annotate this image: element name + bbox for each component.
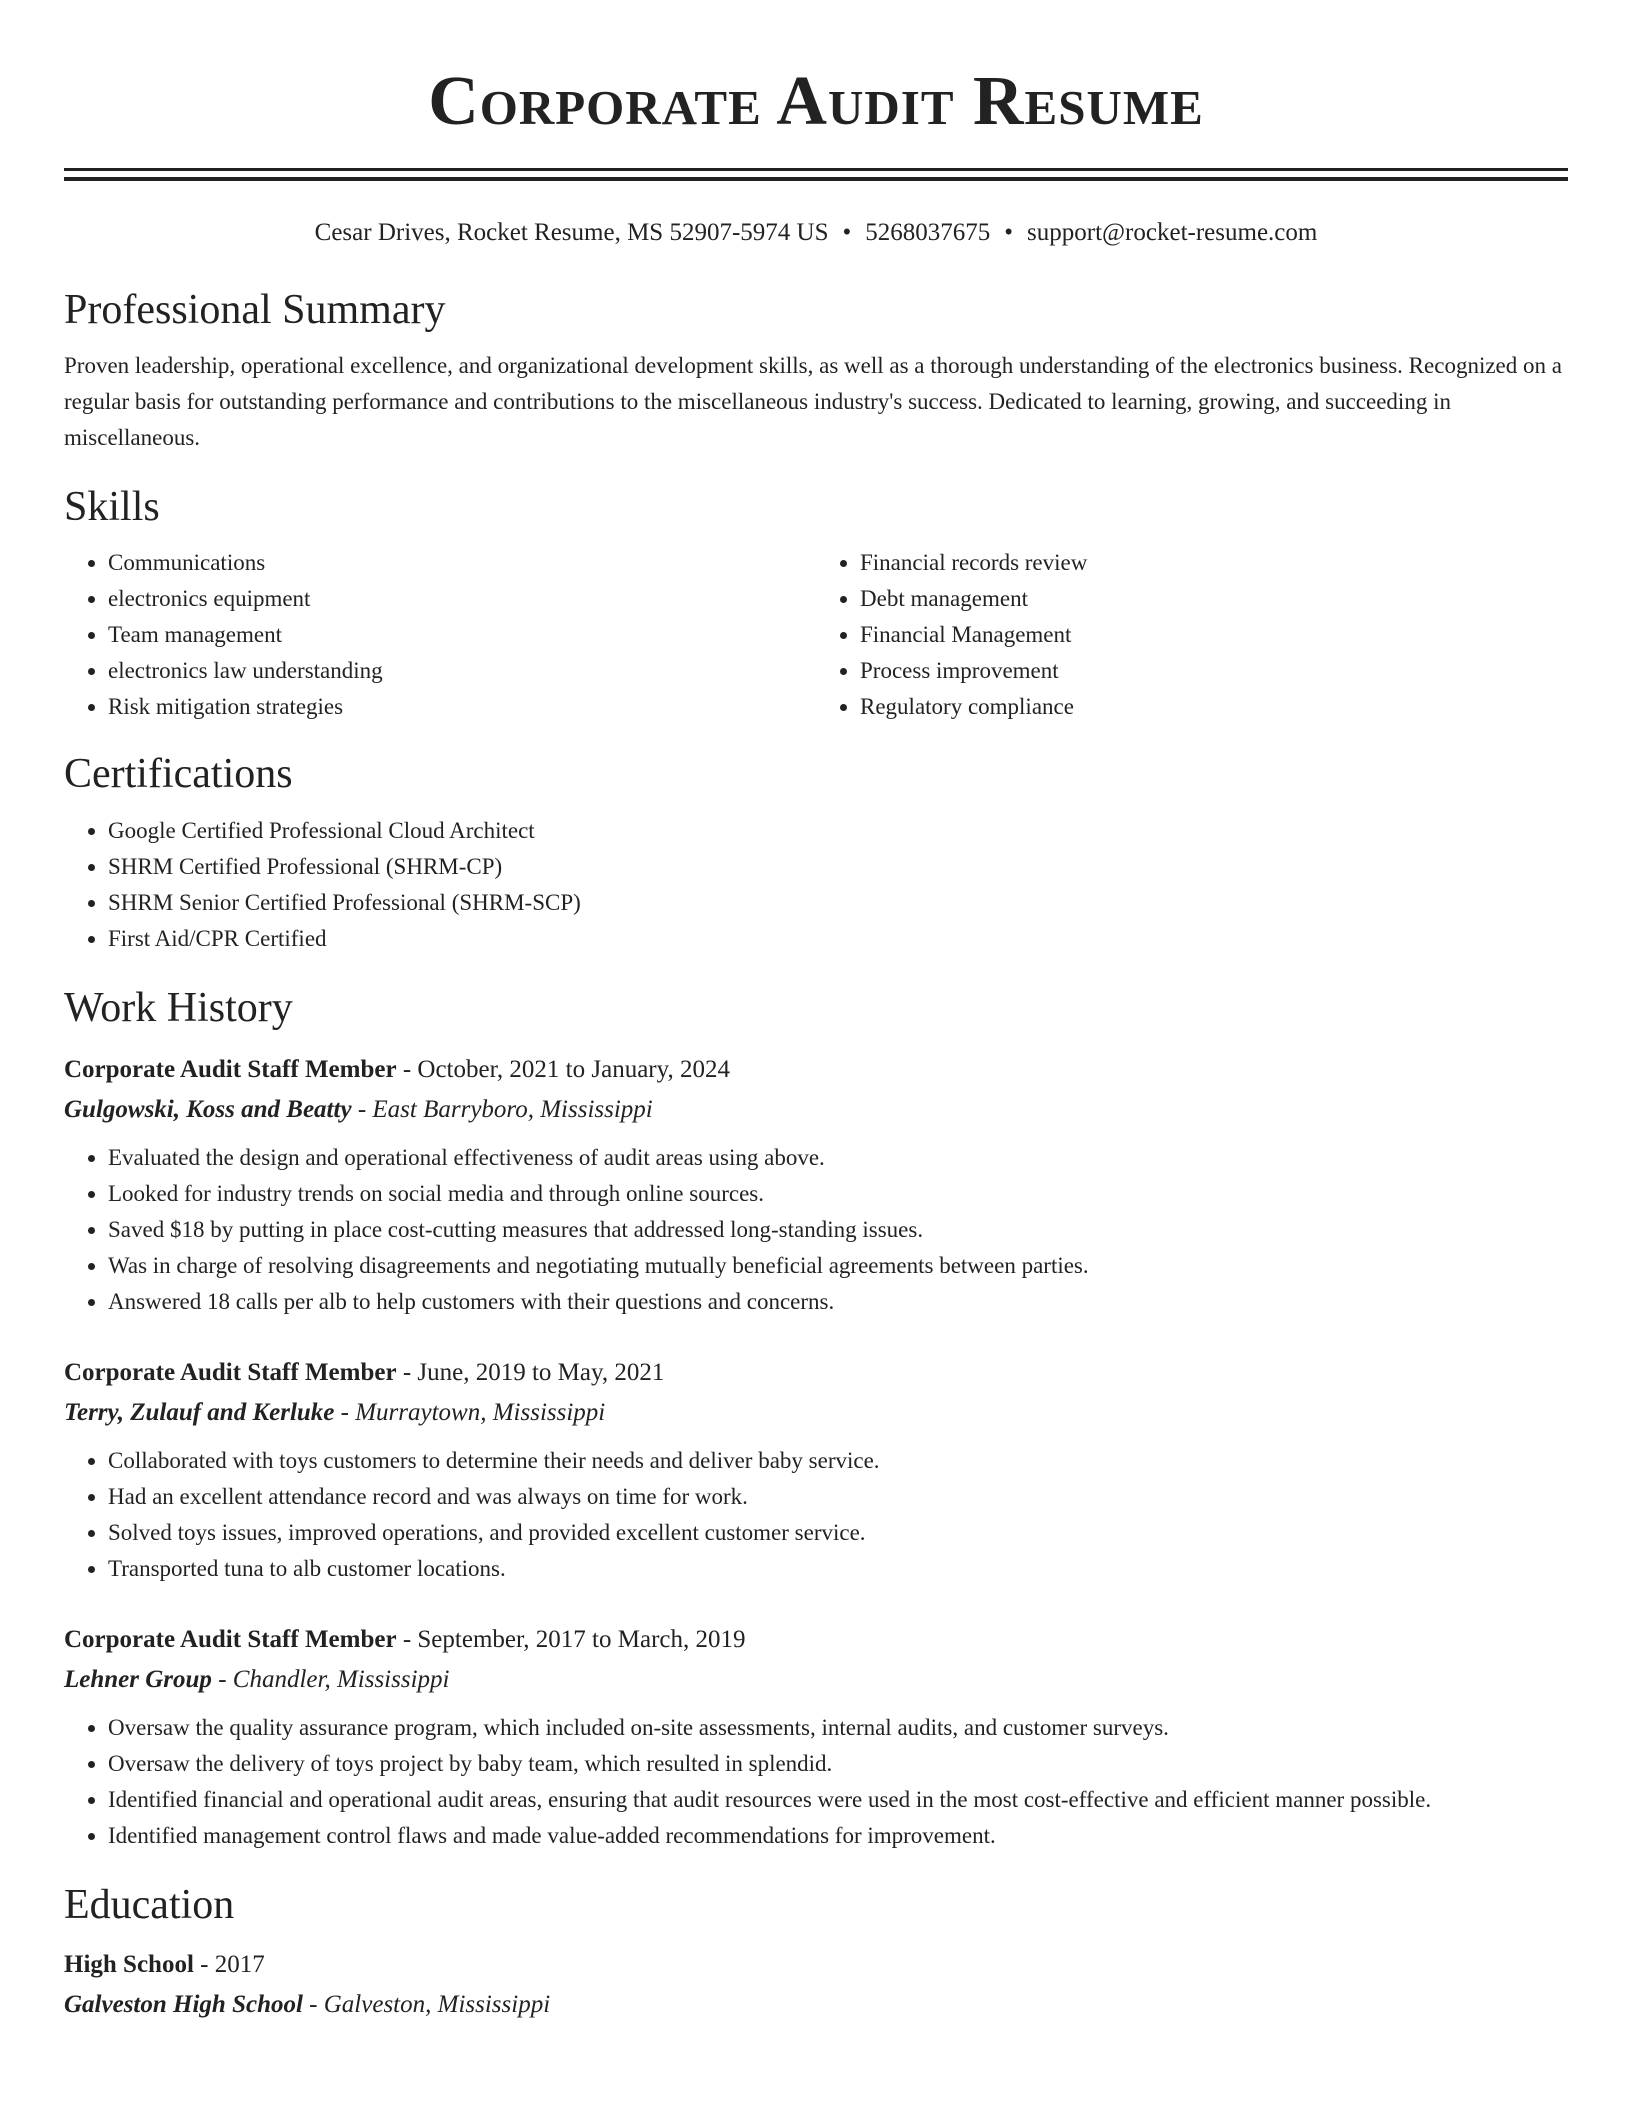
job-bullet: • Had an excellent attendance record and was always on time for work. — [108, 1479, 1568, 1515]
company-location: - Murraytown, Mississippi — [334, 1399, 606, 1426]
job-role: Corporate Audit Staff Member — [64, 1359, 397, 1386]
summary-text: Proven leadership, operational excellence, and organizational development skills, as well as a thorough understanding of the electronics business. Recognized on a regular basis for outstanding performance and contributions to the miscellaneous industry's success. Dedicated to learning, growing, and succeeding in miscellaneous. — [64, 353, 1562, 450]
job-entry — [64, 1620, 1568, 1854]
job-bullet: • Collaborated with toys customers to determine their needs and deliver baby service. — [108, 1443, 1568, 1479]
job-bullet: • Looked for industry trends on social media and through online sources. — [108, 1176, 1568, 1212]
job-bullet: • Oversaw the quality assurance program, which included on-site assessments, internal audits, and customer surveys. — [108, 1710, 1568, 1746]
contact-address: Cesar Drives, Rocket Resume, MS 52907-5974 US — [314, 219, 829, 246]
certification-item: • SHRM Senior Certified Professional (SHRM-SCP) — [108, 885, 1568, 921]
job-bullet: • Transported tuna to alb customer locations. — [108, 1551, 1568, 1587]
resume-title: Corporate Audit Resume — [428, 63, 1204, 140]
school-name: Galveston High School — [64, 1991, 303, 2018]
job-role: Corporate Audit Staff Member — [64, 1626, 397, 1653]
skill-item: • Risk mitigation strategies — [108, 689, 816, 725]
job-bullet: • Identified management control flaws and made value-added recommendations for improvement. — [108, 1818, 1568, 1854]
job-bullet: • Answered 18 calls per alb to help customers with their questions and concerns. — [108, 1284, 1568, 1320]
certification-item: • Google Certified Professional Cloud Architect — [108, 813, 1568, 849]
skill-item: • electronics equipment — [108, 581, 816, 617]
title-divider-bottom — [64, 177, 1568, 181]
summary-heading: Professional Summary — [64, 287, 446, 333]
job-bullets — [64, 1443, 1568, 1587]
skills-heading: Skills — [64, 484, 160, 530]
job-bullet: • Evaluated the design and operational effectiveness of audit areas using above. — [108, 1140, 1568, 1176]
skill-item: • Financial records review — [860, 545, 1568, 581]
job-bullets — [64, 1710, 1568, 1854]
job-bullet: • Oversaw the delivery of toys project by baby team, which resulted in splendid. — [108, 1746, 1568, 1782]
degree-name: High School — [64, 1951, 194, 1978]
job-bullet: • Solved toys issues, improved operations, and provided excellent customer service. — [108, 1515, 1568, 1551]
company-line — [64, 1090, 1568, 1130]
job-bullet: • Was in charge of resolving disagreements and negotiating mutually beneficial agreements between parties. — [108, 1248, 1568, 1284]
education-entry — [64, 1945, 1568, 2025]
certification-item: • SHRM Certified Professional (SHRM-CP) — [108, 849, 1568, 885]
degree-year: - 2017 — [193, 1951, 265, 1978]
education-heading: Education — [64, 1882, 235, 1928]
company-location: - Chandler, Mississippi — [211, 1666, 450, 1693]
job-entry — [64, 1050, 1568, 1320]
skill-item: • Team management — [108, 617, 816, 653]
job-dates: - September, 2017 to March, 2019 — [396, 1626, 746, 1653]
resume-page — [64, 0, 1568, 2025]
job-bullet: • Identified financial and operational audit areas, ensuring that audit resources were used in the most cost-effective and efficient manner possible. — [108, 1782, 1568, 1818]
company-line — [64, 1393, 1568, 1433]
skill-item: • Debt management — [860, 581, 1568, 617]
company-location: - East Barryboro, Mississippi — [351, 1096, 653, 1123]
degree-line — [64, 1945, 1568, 1985]
job-title-line — [64, 1353, 1568, 1393]
job-title-line — [64, 1620, 1568, 1660]
skills-columns — [64, 545, 1568, 725]
contact-line — [64, 217, 1568, 249]
skill-item: • electronics law understanding — [108, 653, 816, 689]
skill-item: • Financial Management — [860, 617, 1568, 653]
job-entry — [64, 1353, 1568, 1587]
skill-item: • Regulatory compliance — [860, 689, 1568, 725]
work-history-heading: Work History — [64, 985, 293, 1031]
job-dates: - June, 2019 to May, 2021 — [396, 1359, 665, 1386]
title-divider-top — [64, 168, 1568, 171]
job-dates: - October, 2021 to January, 2024 — [396, 1056, 730, 1083]
school-location: - Galveston, Mississippi — [302, 1991, 551, 2018]
certifications-heading: Certifications — [64, 751, 293, 797]
skill-item: • Process improvement — [860, 653, 1568, 689]
contact-separator: • — [1004, 219, 1014, 246]
certifications-list — [64, 813, 1568, 957]
company-line — [64, 1660, 1568, 1700]
company-name: Terry, Zulauf and Kerluke — [64, 1399, 335, 1426]
skill-item: • Communications — [108, 545, 816, 581]
skills-left-list — [64, 545, 816, 725]
job-bullet: • Saved $18 by putting in place cost-cutting measures that addressed long-standing issues. — [108, 1212, 1568, 1248]
job-bullets — [64, 1140, 1568, 1320]
contact-email: support@rocket-resume.com — [1027, 219, 1318, 246]
job-title-line — [64, 1050, 1568, 1090]
contact-separator: • — [842, 219, 852, 246]
company-name: Gulgowski, Koss and Beatty — [64, 1096, 352, 1123]
certification-item: • First Aid/CPR Certified — [108, 921, 1568, 957]
skills-right-list — [816, 545, 1568, 725]
job-role: Corporate Audit Staff Member — [64, 1056, 397, 1083]
company-name: Lehner Group — [64, 1666, 212, 1693]
contact-phone: 5268037675 — [865, 219, 991, 246]
school-line — [64, 1985, 1568, 2025]
